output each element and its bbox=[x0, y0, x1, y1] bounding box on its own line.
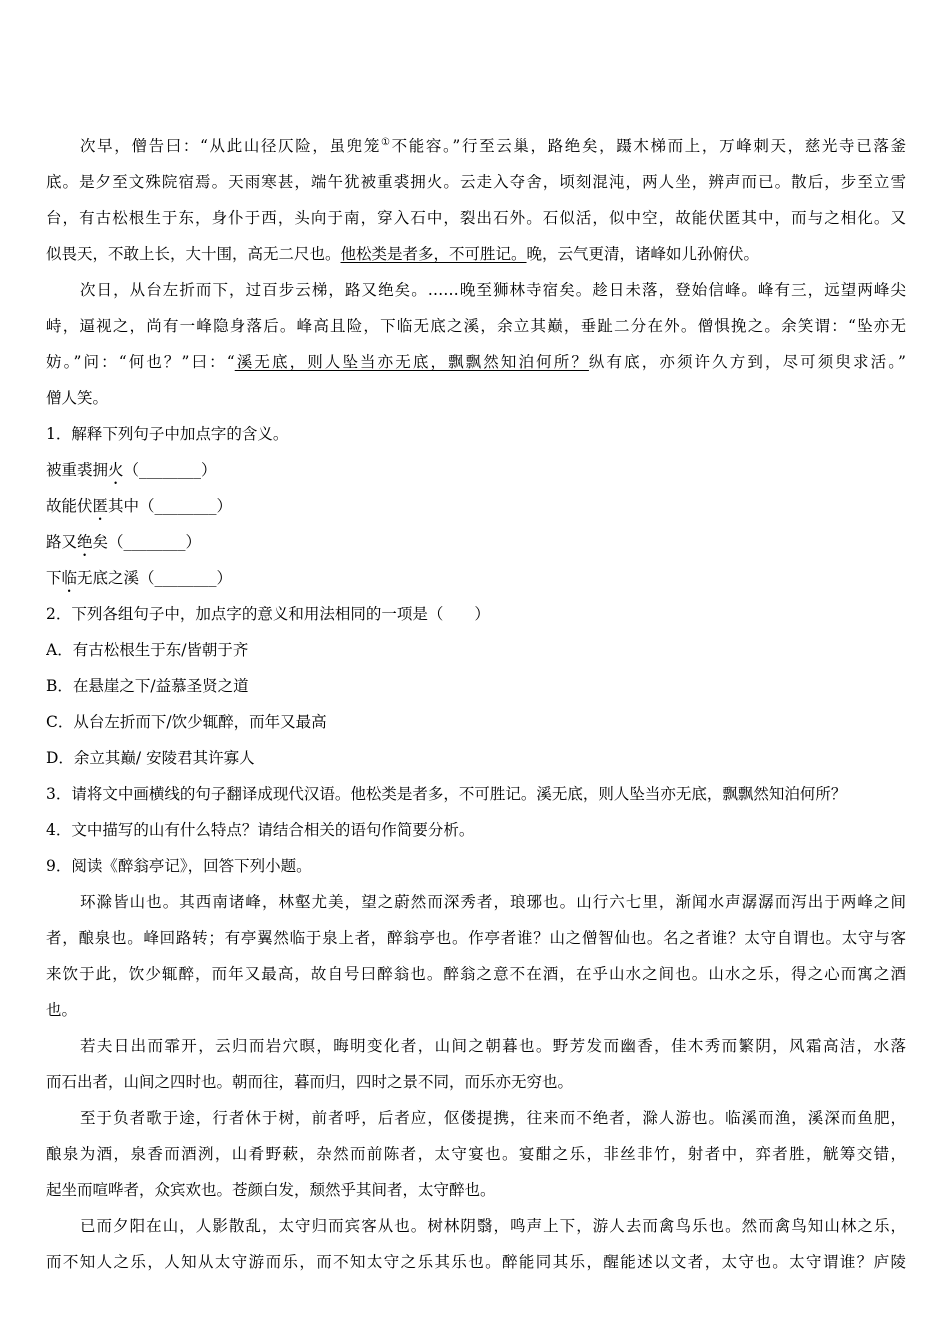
passage2-p4-line1: 已而夕阳在山，人影散乱，太守归而宾客从也。树林阴翳，鸣声上下，游人去而禽鸟乐也。然而禽鸟知山林之乐， bbox=[80, 1217, 906, 1235]
item-text: 其中 bbox=[108, 497, 140, 515]
question-1-item bbox=[46, 452, 906, 488]
question-2-stem: 2．下列各组句子中，加点字的意义和用法相同的一项是（ ） bbox=[46, 605, 490, 623]
passage2-p2-line1: 若夫日出而霏开，云归而岩穴暝，晦明变化者，山间之朝暮也。野芳发而幽香，佳木秀而繁阴，风霜高洁，水落 bbox=[80, 1037, 906, 1055]
answer-blank[interactable]: （________） bbox=[108, 533, 202, 551]
passage2-p1-line4: 也。 bbox=[46, 1001, 78, 1019]
question-2-option-c[interactable]: C．从台左折而下/饮少辄醉，而年又最高 bbox=[46, 713, 327, 731]
question-2-option-a[interactable]: A．有古松根生于东/皆朝于齐 bbox=[46, 641, 249, 659]
question-9: 9．阅读《醉翁亭记》，回答下列小题。 bbox=[46, 857, 312, 875]
item-text: 下 bbox=[46, 569, 62, 587]
text-segment: 晚，云气更清，诸峰如儿孙俯伏。 bbox=[526, 245, 760, 263]
text-segment: 妨。”问：“何也？”曰：“ bbox=[46, 353, 235, 371]
passage2-p2-line2: 而石出者，山间之四时也。朝而往，暮而归，四时之景不同，而乐亦无穷也。 bbox=[46, 1073, 574, 1091]
passage1-p1-line4 bbox=[46, 236, 906, 272]
question-2-option-b[interactable]: B．在悬崖之下/益慕圣贤之道 bbox=[46, 677, 249, 695]
question-2-option-d[interactable]: D．余立其巅/ 安陵君其许寡人 bbox=[46, 749, 255, 767]
item-text: 故能伏 bbox=[46, 497, 93, 515]
dotted-character: 匿 bbox=[92, 497, 109, 515]
text-segment: 纵有底，亦须许久方到，尽可须臾求活。” bbox=[588, 353, 906, 371]
underlined-sentence: 溪无底，则人坠当亦无底，飘飘然知泊何所？ bbox=[234, 353, 589, 371]
passage1-p1-line1 bbox=[80, 128, 906, 164]
text-segment: 不能容。”行至云巢，路绝矣，蹑木梯而上，万峰刺天，慈光寺已落釜 bbox=[391, 137, 906, 155]
question-1-stem: 1．解释下列句子中加点字的含义。 bbox=[46, 425, 289, 443]
item-text: 路又 bbox=[46, 533, 78, 551]
passage1-p2-line4: 僧人笑。 bbox=[46, 389, 109, 407]
passage1-p2-line2: 峙，逼视之，尚有一峰隐身落后。峰高且险，下临无底之溪，余立其巅，垂趾二分在外。僧惧挽之。余笑谓：“坠亦无 bbox=[46, 317, 906, 335]
question-4: 4．文中描写的山有什么特点？请结合相关的语句作简要分析。 bbox=[46, 821, 475, 839]
answer-blank[interactable]: （________） bbox=[139, 569, 233, 587]
answer-blank[interactable]: （________） bbox=[139, 497, 233, 515]
passage2-p3-line3: 起坐而喧哗者，众宾欢也。苍颜白发，颓然乎其间者，太守醉也。 bbox=[46, 1181, 496, 1199]
passage2-p1-line1: 环滁皆山也。其西南诸峰，林壑尤美，望之蔚然而深秀者，琅琊也。山行六七里，渐闻水声潺潺而泻出于两峰之间 bbox=[80, 893, 906, 911]
passage2-p3-line1: 至于负者歌于途，行者休于树，前者呼，后者应，伛偻提携，往来而不绝者，滁人游也。临溪而渔，溪深而鱼肥， bbox=[80, 1109, 906, 1127]
question-1-item bbox=[46, 488, 906, 524]
question-1-item bbox=[46, 560, 906, 596]
text-segment: 似畏天，不敢上长，大十围，高无二尺也。 bbox=[46, 245, 341, 263]
passage1-p2-line1: 次日，从台左折而下，过百步云梯，路又绝矣。……晚至狮林寺宿矣。趁日未落，登始信峰。峰有三，远望两峰尖 bbox=[80, 281, 906, 299]
dotted-character: 火 bbox=[108, 461, 124, 479]
passage2-p4-line2: 而不知人之乐，人知从太守游而乐，而不知太守之乐其乐也。醉能同其乐，醒能述以文者，太守也。太守谓谁？庐陵 bbox=[46, 1253, 906, 1271]
passage2-p3-line2: 酿泉为酒，泉香而酒洌，山肴野蔌，杂然而前陈者，太守宴也。宴酣之乐，非丝非竹，射者中，弈者胜，觥筹交错， bbox=[46, 1145, 906, 1163]
question-1-item bbox=[46, 524, 906, 560]
underlined-sentence: 他松类是者多，不可胜记。 bbox=[340, 245, 527, 263]
item-text: 矣 bbox=[92, 533, 109, 551]
question-3: 3．请将文中画横线的句子翻译成现代汉语。他松类是者多，不可胜记。溪无底，则人坠当亦无底，飘飘然知泊何所？ bbox=[46, 785, 847, 803]
item-text: 被重裘拥 bbox=[46, 461, 109, 479]
passage1-p1-line2: 底。是夕至文殊院宿焉。天雨寒甚，端午犹被重裘拥火。云走入夺舍，顷刻混沌，两人坐，辨声而已。散后，步至立雪 bbox=[46, 173, 906, 191]
answer-blank[interactable]: （________） bbox=[123, 461, 217, 479]
passage1-p2-line3 bbox=[46, 344, 906, 380]
passage1-p1-line3: 台，有古松根生于东，身仆于西，头向于南，穿入石中，裂出石外。石似活，似中空，故能伏匿其中，而与之相化。又 bbox=[46, 209, 906, 227]
dotted-character: 临 bbox=[61, 569, 78, 587]
passage2-p1-line3: 来饮于此，饮少辄醉，而年又最高，故自号曰醉翁也。醉翁之意不在酒，在乎山水之间也。山水之乐，得之心而寓之酒 bbox=[46, 965, 906, 983]
item-text: 无底之溪 bbox=[77, 569, 140, 587]
text-segment: 次早，僧告曰：“从此山径仄险，虽兜笼 bbox=[80, 137, 381, 155]
passage2-p1-line2: 者，酿泉也。峰回路转；有亭翼然临于泉上者，醉翁亭也。作亭者谁？山之僧智仙也。名之者谁？太守自谓也。太守与客 bbox=[46, 929, 906, 947]
dotted-character: 绝 bbox=[77, 533, 93, 551]
footnote-marker: ① bbox=[380, 136, 392, 148]
